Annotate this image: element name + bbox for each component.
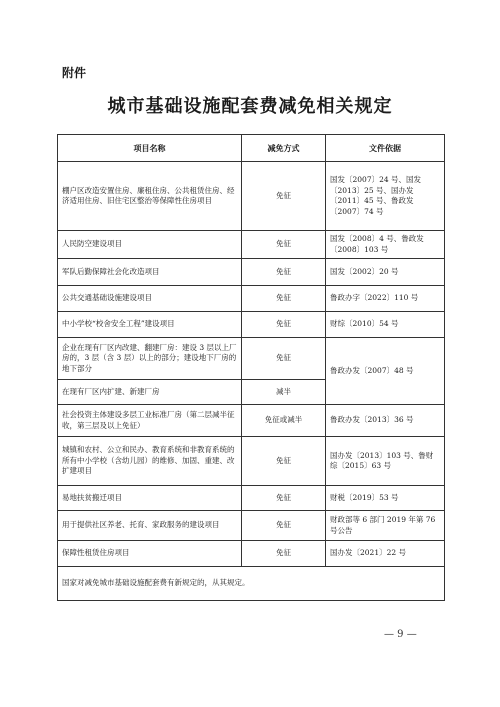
cell-item: 人民防空建设项目 <box>58 231 242 259</box>
cell-item: 棚户区改造安置住房、廉租住房、公共租赁住房、经济适用住房、旧住宅区整治等保障性住房项目 <box>58 162 242 231</box>
cell-basis: 财税〔2019〕53 号 <box>326 486 445 511</box>
cell-basis: 国办发〔2013〕103 号、鲁财综〔2015〕63 号 <box>326 437 445 486</box>
cell-item: 易地扶贫搬迁项目 <box>58 486 242 511</box>
cell-item: 在现有厂区内扩建、新建厂房 <box>58 380 242 405</box>
cell-basis: 财政部等 6 部门 2019 年第 76 号公告 <box>326 511 445 541</box>
table-row <box>58 162 445 231</box>
table-row <box>58 286 445 312</box>
cell-basis: 国发〔2002〕20 号 <box>326 259 445 286</box>
header-item-name: 项目名称 <box>58 135 242 162</box>
cell-basis: 财综〔2010〕54 号 <box>326 312 445 338</box>
regulation-table <box>57 134 445 601</box>
table-row <box>58 437 445 486</box>
cell-method: 免征 <box>242 162 326 231</box>
cell-method: 减半 <box>242 380 326 405</box>
cell-basis: 鲁政办字〔2022〕110 号 <box>326 286 445 312</box>
header-reduction-method: 减免方式 <box>242 135 326 162</box>
cell-basis: 国发〔2008〕4 号、鲁政发〔2008〕103 号 <box>326 231 445 259</box>
cell-basis: 国发〔2007〕24 号、国发〔2013〕25 号、国办发〔2011〕45 号、鲁政发〔2007〕74 号 <box>326 162 445 231</box>
cell-method: 免征 <box>242 541 326 567</box>
cell-method: 免征 <box>242 338 326 380</box>
table-row <box>58 338 445 380</box>
header-document-basis: 文件依据 <box>326 135 445 162</box>
cell-item: 公共交通基础设施建设项目 <box>58 286 242 312</box>
cell-method: 免征 <box>242 231 326 259</box>
cell-method: 免征 <box>242 511 326 541</box>
table-header-row <box>58 135 445 162</box>
page-number: — 9 — <box>384 629 417 640</box>
cell-method: 免征 <box>242 286 326 312</box>
annex-label: 附件 <box>62 66 87 80</box>
cell-item: 社会投资主体建设多层工业标准厂房（第二层减半征收，第三层及以上免征） <box>58 405 242 437</box>
cell-method: 免征 <box>242 437 326 486</box>
cell-item: 用于提供社区养老、托育、家政服务的建设项目 <box>58 511 242 541</box>
cell-method: 免征 <box>242 259 326 286</box>
cell-item: 军队后勤保障社会化改造项目 <box>58 259 242 286</box>
table-footnote: 国家对减免城市基础设施配套费有新规定的，从其规定。 <box>58 567 445 601</box>
page-title: 城市基础设施配套费减免相关规定 <box>107 96 393 117</box>
cell-item: 中小学校“校舍安全工程”建设项目 <box>58 312 242 338</box>
table-row <box>58 405 445 437</box>
cell-basis: 国办发〔2021〕22 号 <box>326 541 445 567</box>
table-row <box>58 259 445 286</box>
cell-method: 免征或减半 <box>242 405 326 437</box>
cell-method: 免征 <box>242 486 326 511</box>
table-row <box>58 541 445 567</box>
table-row <box>58 511 445 541</box>
cell-item: 保障性租赁住房项目 <box>58 541 242 567</box>
table-row <box>58 486 445 511</box>
cell-basis: 鲁政办发〔2007〕48 号 <box>326 338 445 405</box>
cell-method: 免征 <box>242 312 326 338</box>
table-footnote-row <box>58 567 445 601</box>
cell-item: 企业在现有厂区内改建、翻建厂房：建设 3 层以上厂房的，3 层（含 3 层）以上的部分；建设地下厂房的地下部分 <box>58 338 242 380</box>
table-row <box>58 231 445 259</box>
cell-item: 城镇和农村、公立和民办、教育系统和非教育系统的所有中小学校（含幼儿园）的维修、加固、重建、改扩建项目 <box>58 437 242 486</box>
table-row <box>58 312 445 338</box>
cell-basis: 鲁政办发〔2013〕36 号 <box>326 405 445 437</box>
